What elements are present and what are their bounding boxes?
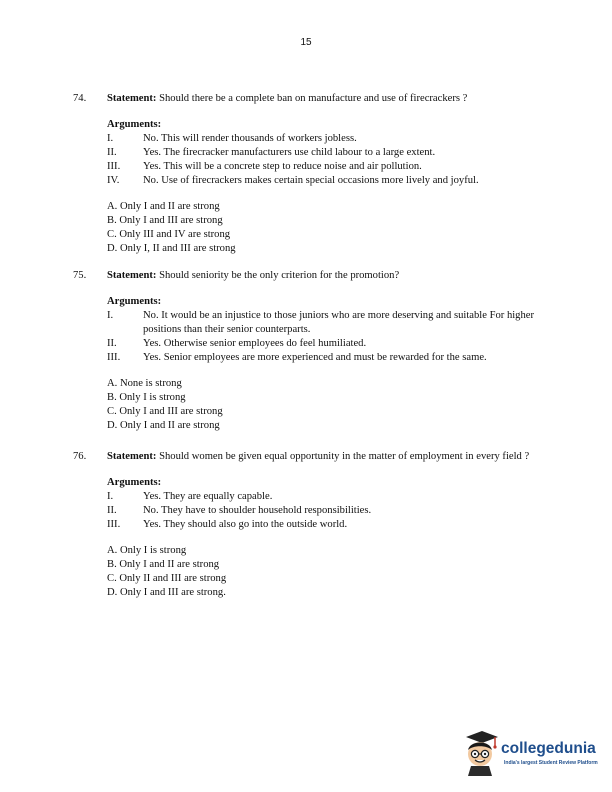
argument-number: III. xyxy=(107,161,121,172)
argument xyxy=(107,504,543,518)
answer-option: A. Only I and II are strong xyxy=(107,201,220,212)
argument xyxy=(107,132,543,146)
answer-option: D. Only I, II and III are strong xyxy=(107,243,236,254)
argument-number: III. xyxy=(107,519,121,530)
argument-text: Yes. Otherwise senior employees do feel humiliated. xyxy=(143,338,367,349)
answer-option: D. Only I and II are strong xyxy=(107,420,220,431)
argument-text: Yes. Senior employees are more experienced and must be rewarded for the same. xyxy=(143,352,487,363)
statement-text: Should seniority be the only criterion for the promotion? xyxy=(159,270,400,281)
logo-wordmark: collegedunia xyxy=(501,740,596,757)
argument-number: II. xyxy=(107,505,117,516)
answer-option: B. Only I is strong xyxy=(107,392,186,403)
argument xyxy=(107,174,543,188)
argument-number: II. xyxy=(107,338,117,349)
question-number: 75. xyxy=(73,270,87,281)
argument-text: No. They have to shoulder household responsibilities. xyxy=(143,505,372,516)
answer-options xyxy=(107,200,543,256)
argument-text: Yes. This will be a concrete step to reduce noise and air pollution. xyxy=(143,161,422,172)
statement xyxy=(107,92,543,106)
answer-option: D. Only I and III are strong. xyxy=(107,587,226,598)
answer-option: C. Only I and III are strong xyxy=(107,406,223,417)
argument xyxy=(107,337,543,351)
argument xyxy=(107,351,543,365)
answer-option: B. Only I and II are strong xyxy=(107,559,220,570)
arguments-label: Arguments: xyxy=(107,296,162,307)
statement xyxy=(107,450,543,464)
answer-option: A. Only I is strong xyxy=(107,545,187,556)
answer-option: C. Only II and III are strong xyxy=(107,573,227,584)
question-number: 76. xyxy=(73,451,87,462)
statement xyxy=(107,269,543,283)
argument-number: I. xyxy=(107,491,114,502)
mascot-icon xyxy=(460,728,500,776)
argument-number: II. xyxy=(107,147,117,158)
arguments-label: Arguments: xyxy=(107,119,162,130)
statement-text: Should there be a complete ban on manufacture and use of firecrackers ? xyxy=(159,93,468,104)
argument xyxy=(107,146,543,160)
statement-label: Statement: xyxy=(107,451,157,462)
logo-tagline: India's largest Student Review Platform xyxy=(504,760,598,766)
answer-options xyxy=(107,544,543,600)
page-number: 15 xyxy=(300,37,312,48)
answer-options xyxy=(107,377,543,433)
question-76 xyxy=(73,450,543,600)
question-74 xyxy=(73,92,543,256)
argument-number: I. xyxy=(107,310,114,321)
answer-option: C. Only III and IV are strong xyxy=(107,229,231,240)
argument-number: III. xyxy=(107,352,121,363)
argument xyxy=(107,309,543,337)
statement-label: Statement: xyxy=(107,270,157,281)
argument-text: Yes. They should also go into the outside world. xyxy=(143,519,348,530)
argument xyxy=(107,160,543,174)
argument xyxy=(107,490,543,504)
question-75 xyxy=(73,269,543,433)
arguments-label: Arguments: xyxy=(107,477,162,488)
statement-label: Statement: xyxy=(107,93,157,104)
argument-text: No. It would be an injustice to those juniors who are more deserving and suitable For higher positions than their senior counterparts. xyxy=(143,310,535,335)
argument-text: No. Use of firecrackers makes certain special occasions more lively and joyful. xyxy=(143,175,479,186)
argument-text: Yes. They are equally capable. xyxy=(143,491,273,502)
argument-number: I. xyxy=(107,133,114,144)
answer-option: B. Only I and III are strong xyxy=(107,215,223,226)
answer-option: A. None is strong xyxy=(107,378,182,389)
argument-number: IV. xyxy=(107,175,120,186)
argument-text: Yes. The firecracker manufacturers use child labour to a large extent. xyxy=(143,147,436,158)
argument xyxy=(107,518,543,532)
collegedunia-logo xyxy=(460,728,608,778)
argument-text: No. This will render thousands of workers jobless. xyxy=(143,133,357,144)
question-number: 74. xyxy=(73,93,87,104)
statement-text: Should women be given equal opportunity in the matter of employment in every field ? xyxy=(159,451,530,462)
